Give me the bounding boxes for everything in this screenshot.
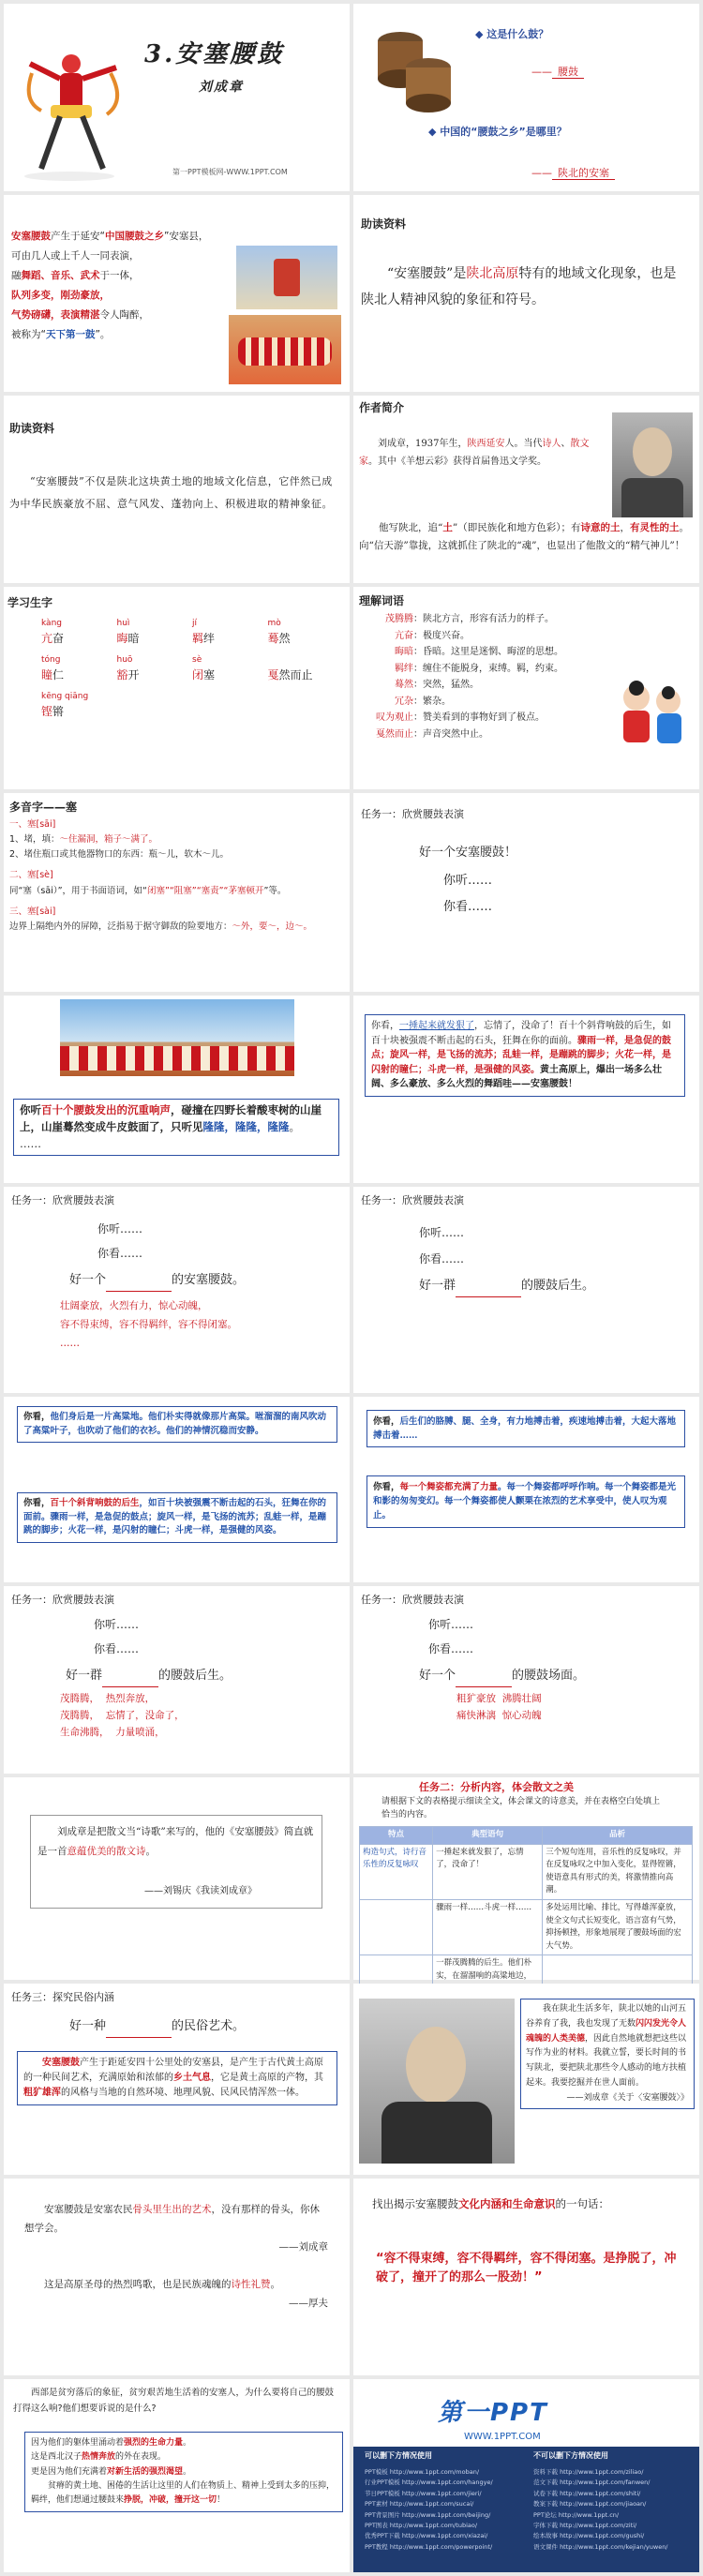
core-lead: 找出揭示安塞腰鼓文化内涵和生命意识的一句话： [372,2197,609,2210]
reflection-answer: 因为他们的躯体里涌动着强烈的生命力量。 这是西北汉子热情奔放的外在表现。 更是因为他们充满着对新生活的强烈渴望。 贫瘠的黄土地、困倦的生活让这里的人们在物质上、精神上受到太多的压抑，羁绊，他们想通过腰鼓来挣脱，冲破，撞开这一切！ [24,2432,343,2512]
character-item: sè 闭塞 [192,655,216,682]
task-label: 任务一：欣赏腰鼓表演 [361,1594,464,1606]
footer-text: 第一PPT模板网-WWW.1PPT.COM [172,168,288,176]
ad-link[interactable]: 语文课件 http://www.1ppt.com/kejian/yuwen/ [533,2542,668,2551]
ad-heading-left: 可以删下方情况使用 [365,2451,432,2460]
slide-youth-passages [4,1397,350,1582]
slide-listen [4,996,350,1183]
quote-text: 刘成章是把散文当“诗歌”来写的，他的《安塞腰鼓》简直就是一首意蕴优美的散文诗。 [37,1826,314,1857]
task2-table [359,1826,693,1999]
slide-author [353,396,699,583]
slide-title [4,4,350,191]
task-line-2: 你看…… [94,1642,140,1655]
character-item: kēng qiāng 铿锵 [41,692,89,719]
ad-link[interactable]: PPT模板 http://www.1ppt.com/moban/ [365,2468,480,2476]
task-line-1: 你听…… [94,1618,140,1631]
task-line-1: 你听…… [428,1618,474,1631]
dance-passage-2: 你看，每一个舞姿都充满了力量。每一个舞姿都呼呼作响。每一个舞姿都是光和影的匆匆变幻。每一个舞姿都使人颤栗在浓烈的艺术享受中，使人叹为观止。 [366,1475,685,1528]
characters-heading: 学习生字 [7,596,53,609]
task-line-2: 你看…… [419,1252,465,1266]
vocabulary-heading: 理解词语 [359,594,405,607]
answer-1: —— 腰鼓 [531,64,584,81]
slide-watch [353,996,699,1183]
author-style: 他写陕北，追“土”（即民族化和地方色彩）；有诗意的土，有灵性的土。向“信天游”靠拢，这就抓住了陕北的“魂”，也显出了他散文的“精气神儿”！ [359,522,689,551]
vocab-item: 晦暗：昏暗。这里是迷惘、晦涩的思想。 [395,647,563,657]
ad-logo: 第一PPT [438,2399,548,2427]
ad-link[interactable]: 绘本故事 http://www.1ppt.com/gushi/ [533,2532,645,2540]
character-item: tóng 瞳仁 [41,655,65,682]
fill-sentence: 好一个 的腰鼓场面。 [419,1667,585,1687]
ad-link[interactable]: 字体下载 http://www.1ppt.com/ziti/ [533,2521,637,2529]
character-item: jí 羁绊 [192,619,216,645]
table-header: 品析 [543,1827,693,1845]
ad-link[interactable]: 教案下载 http://www.1ppt.com/jiaoan/ [533,2500,647,2509]
ad-panel [353,2447,699,2572]
ad-link[interactable]: 试卷下载 http://www.1ppt.com/shiti/ [533,2489,641,2497]
slide-reading-2 [4,396,350,583]
ad-link[interactable]: PPT素材 http://www.1ppt.com/sucai/ [365,2500,474,2509]
kids-cartoon-icon [605,669,695,759]
reading-text: “安塞腰鼓”是陕北高原特有的地域文化现象，也是陕北人精神风貌的象征和符号。 [361,266,677,307]
intro-text: 安塞腰鼓产生于延安“中国腰鼓之乡”安塞县， 可由几人或上千人一同表演， 融舞蹈、音乐、武术于一体， 队列多变，刚劲豪放， 气势磅礴，表演精湛令人陶醉， 被称为“天下第一鼓”。 [11,231,209,340]
task-line-2: 你看…… [428,1642,474,1655]
ad-link[interactable]: 范文下载 http://www.1ppt.com/fanwen/ [533,2479,651,2487]
slide-ad [353,2379,699,2572]
fill-sentence: 好一群 的腰鼓后生。 [66,1667,232,1687]
table-header: 典型语句 [433,1827,543,1845]
listen-passage: 你听百十个腰鼓发出的沉重响声，碰撞在四野长着酸枣树的山崖上，山崖蓦然变成牛皮鼓面了，只听见隆隆，隆隆，隆隆。 …… [13,1099,339,1156]
author-quote-text: 我在陕北生活多年，陕北以她的山河五谷养育了我，我也发现了无数闪闪发光令人魂魄的人类美德，因此自然地就想把这些以写作为业的材料。我就立誓，要长时间的书写陕北，要把陕北那些令人感动的地方扶植起来。我要挖掘并在世人面前。 ——刘成章《关于〈安塞腰鼓〉》 [520,1999,695,2109]
slide-polyphonic [4,793,350,992]
answer-list: 茂腾腾， 热烈奔放， 茂腾腾， 忘情了，没命了， 生命沸腾， 力量喷涌， [60,1693,185,1738]
task-line-2: 你听…… [443,874,493,888]
ad-links-left [365,2467,526,2553]
answer-2: —— 陕北的安塞 [531,165,615,182]
vocab-item: 羁绊：缠住不能脱身，束缚。羁，约束。 [395,663,563,674]
task-line-3: 你看…… [443,900,493,914]
ad-links-right [533,2467,695,2553]
author-photo [612,412,693,517]
task-line-1: 好一个安塞腰鼓！ [419,846,517,860]
vocab-item: 亢奋：极度兴奋。 [395,630,470,641]
author-bio: 刘成章，1937年生，陕西延安人。当代诗人、散文家。其中《羊想云彩》获得首届鲁迅文学奖。 [359,439,590,467]
task-label: 任务一：欣赏腰鼓表演 [361,808,464,820]
table-row: 构造句式，诗行音乐性的反复咏叹 一捶起来就发狠了，忘情了，没命了！ 三个短句连用，音乐性的反复咏叹，并在反复咏叹之中加入变化，显得铿锵，使语意具有形式的美，将激情推向高潮。 [360,1844,693,1899]
quote-attribution: ——刘锡庆《我读刘成章》 [144,1886,257,1896]
vocabulary-list [359,611,612,742]
author-name: 刘成章 [199,80,244,95]
slide-quotes-2 [4,2179,350,2375]
lesson-title: 3.安塞腰鼓 [144,40,285,68]
question-1: ◆ 这是什么鼓？ [475,28,549,40]
slide-core-sentence [353,2179,699,2375]
task-line-1: 你听…… [419,1226,465,1239]
answer-list: 壮阔豪放，火烈有力，惊心动魄， 容不得束缚，容不得羁绊，容不得闭塞。 …… [60,1300,237,1349]
ad-link[interactable]: 优秀PPT下载 http://www.1ppt.com/xiazai/ [365,2532,488,2540]
slide-author-quote [353,1984,699,2175]
slide-task2 [353,1777,699,1980]
task3-label: 任务三：探究民俗内涵 [11,1991,114,2003]
polyphonic-body: 一、塞[sāi] 1、堵，填：～住漏洞，箱子～满了。 2、堵住瓶口或其他器物口的东西：瓶～儿，软木～儿。 二、塞[sè] 同“塞（sāi）”，用于书面语词，如“闭塞”“阻塞”“塞责”“茅塞顿开”等。 三、塞[sài] 边界上隔绝内外的屏障，泛指易于据守御敌的险要地方：～外，要～，边～。 [9,819,313,932]
characters-table [41,611,322,722]
quote-2: 这是高原圣母的热烈鸣歌，也是民族魂魄的诗性礼赞。 ——厚夫 [44,2279,328,2309]
polyphonic-heading: 多音字——塞 [9,801,78,814]
drummer-illustration-icon [13,45,135,186]
slide-vocabulary [353,587,699,789]
fill-sentence: 好一种 的民俗艺术。 [69,2017,245,2038]
table-row: 一群茂腾腾的后生。他们朴实，在溜溜响的高粱地边， [360,1955,693,1999]
ad-link[interactable]: PPT图表 http://www.1ppt.com/tubiao/ [365,2521,478,2529]
youth-passage-1: 你看，他们身后是一片高粱地。他们朴实得就像那片高粱。咝溜溜的南风吹动了高粱叶子，也吹动了他们的衣衫。他们的神情沉稳而安静。 [17,1406,337,1443]
reflection-question: 西部是贫穷落后的象征，贫穷艰苦地生活着的安塞人，为什么要将自己的腰鼓打得这么响?他们想要诉说的是什么? [13,2388,335,2415]
question-2: ◆ 中国的“腰鼓之乡”是哪里？ [428,126,567,138]
ad-link[interactable]: PPT背景图片 http://www.1ppt.com/beijing/ [365,2510,491,2519]
slide-reflection [4,2379,350,2572]
author-heading: 作者简介 [359,401,405,414]
character-row [41,617,322,648]
ad-link[interactable]: PPT论坛 http://www.1ppt.cn/ [533,2510,620,2519]
answer-list: 粗犷豪放 沸腾壮阔 痛快淋漓 惊心动魄 [456,1693,542,1721]
reading-heading-2: 助读资料 [9,422,55,435]
slide-task1-youth [353,1187,699,1393]
task-label: 任务一：欣赏腰鼓表演 [361,1194,464,1206]
slide-question [353,4,699,191]
task2-intro: 请根据下文的表格提示细读全文，体会课文的诗意美，并在表格空白处填上恰当的内容。 [381,1797,661,1820]
task-label: 任务一：欣赏腰鼓表演 [11,1594,114,1606]
ad-url: WWW.1PPT.COM [464,2432,541,2442]
slide-task1-youth-answers [4,1586,350,1774]
slide-task3 [4,1984,350,2175]
reading-text-2: “安塞腰鼓”不仅是陕北这块黄土地的地域文化信息，它伴然已成为中华民族豪放不屈、意气风发、蓬勃向上、积极进取的精神象征。 [9,475,333,511]
slide-quote-prose [4,1777,350,1980]
core-quote: “容不得束缚，容不得羁绊，容不得闭塞。是挣脱了，冲破了，撞开了的那么一股劲！” [376,2252,677,2284]
vocab-item: 茂腾腾：陕北方言，形容有活力的样子。 [385,614,554,624]
youth-passage-2: 你看，百十个斜背响鼓的后生，如百十块被强震不断击起的石头，狂舞在你的面前。骤雨一样，是急促的鼓点；旋风一样，是飞扬的流苏；乱蛙一样，是蹦跳的脚步；火花一样，是闪射的瞳仁；斗虎一样，是强健的风姿。 [17,1492,337,1543]
vocab-item: 蓦然：突然，猛然。 [395,680,479,690]
task-line-2: 你看…… [97,1247,143,1260]
author-portrait [359,1999,515,2164]
drum-monument-photo [236,246,337,309]
watch-passage: 你看，一捶起来就发狠了，忘情了，没命了！百十个斜背响鼓的后生，如百十块被强震不断击起的石头，狂舞在你的面前。骤雨一样，是急促的鼓点；旋风一样，是飞扬的流苏；乱蛙一样，是蹦跳的脚步；火花一样，是闪射的瞳仁；斗虎一样，是强健的风姿。黄土高原上，爆出一场多么壮阔、多么豪放、多么火烈的舞蹈哇——安塞腰鼓！ [365,1014,685,1097]
vocab-item: 叹为观止：赞美看到的事物好到了极点。 [376,712,545,723]
slide-task1-intro [353,793,699,992]
character-item: 戛然而止 [267,668,313,682]
slide-task1-scene [353,1586,699,1774]
ad-link[interactable]: 节日PPT模板 http://www.1ppt.com/jieri/ [365,2489,482,2497]
vocab-item: 冗杂：繁杂。 [395,696,451,707]
ad-link[interactable]: PPT教程 http://www.1ppt.com/powerpoint/ [365,2542,493,2551]
ad-link[interactable]: 行业PPT模板 http://www.1ppt.com/hangye/ [365,2479,493,2487]
table-row: 骤雨一样……斗虎一样…… 多处运用比喻、排比，写得雄浑豪放，使全文句式长短变化，语言富有气势，抑扬顿挫，形象地展现了腰鼓场面的宏大气势。 [360,1899,693,1954]
ad-heading-right: 不可以删下方情况使用 [533,2451,608,2460]
fill-sentence: 好一群 的腰鼓后生。 [419,1277,594,1297]
dance-passage-1: 你看，后生们的胳膊、腿、全身，有力地搏击着，疾速地搏击着，大起大落地搏击着…… [366,1410,685,1447]
character-row [41,653,322,684]
character-item: huō 豁开 [116,655,140,682]
slide-reading-1 [353,195,699,392]
character-item: huì 晦暗 [116,619,140,645]
task-label: 任务一：欣赏腰鼓表演 [11,1194,114,1206]
slide-task1-drum [4,1187,350,1393]
character-row [41,690,322,721]
quote-1: 安塞腰鼓是安塞农民骨头里生出的艺术，没有那样的骨头，你休想学会。 ——刘成章 [24,2204,328,2253]
task-line-1: 你听…… [97,1222,143,1236]
vocab-item: 戛然而止：声音突然中止。 [376,728,488,740]
folk-passage: 安塞腰鼓产生于距延安四十公里处的安塞县，是产生于古代黄土高原的一种民间艺术，充满原始和浓郁的乡土气息，它是黄土高原的产物，其粗犷雄浑的风格与当地的自然环境、地理风貌、民风民情浑然一体。 [17,2051,337,2105]
slide-new-characters [4,587,350,789]
drum-dance-photo [60,999,294,1076]
dancers-photo [229,315,341,384]
ad-link[interactable]: 资料下载 http://www.1ppt.com/ziliao/ [533,2468,644,2476]
character-item: mò 蓦然 [267,619,291,645]
fill-sentence: 好一个 的安塞腰鼓。 [69,1271,245,1292]
reading-heading: 助读资料 [361,217,407,231]
slide-dance-passages [353,1397,699,1582]
task2-title: 任务二：分析内容，体会散文之美 [419,1781,574,1793]
drum-image-icon [363,13,466,116]
slide-intro [4,195,350,392]
character-item: kàng 亢奋 [41,619,65,645]
table-header: 特点 [360,1827,433,1845]
